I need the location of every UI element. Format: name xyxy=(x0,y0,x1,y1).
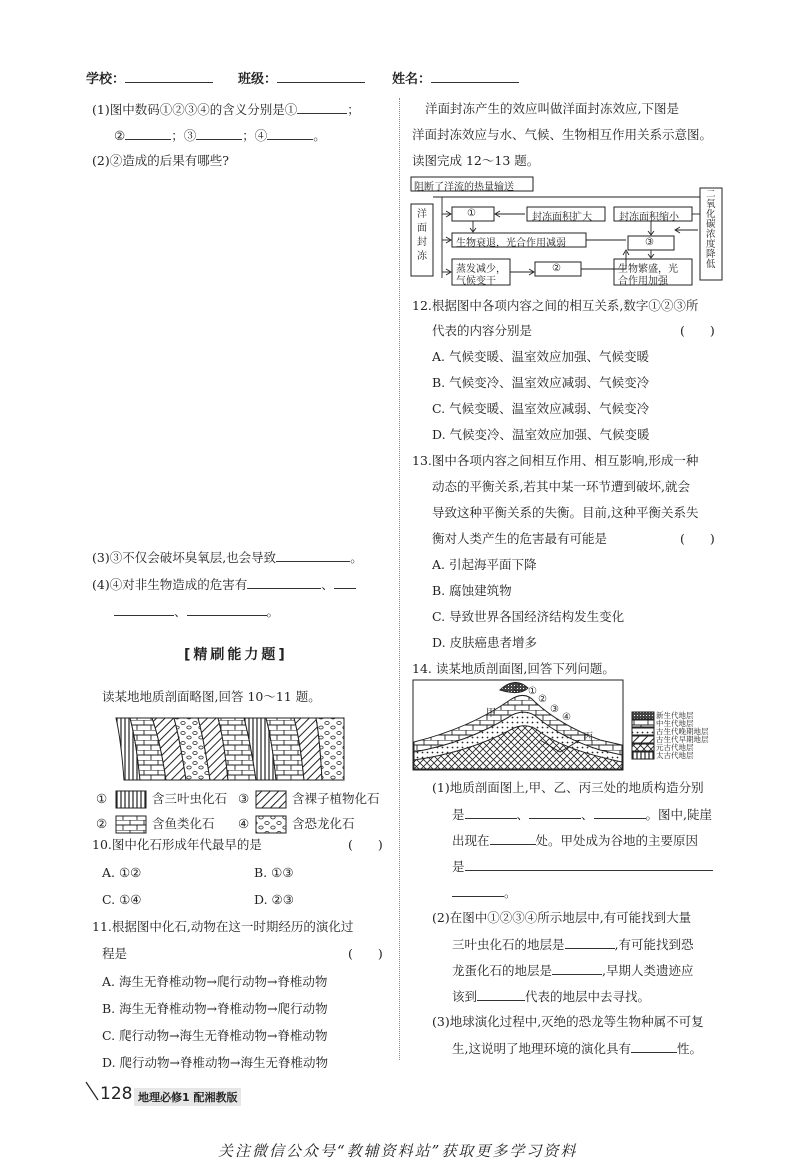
name-label: 姓名： xyxy=(392,68,519,87)
q14-p2-line3: 龙蛋化石的地层是 ,早期人类遗迹应 xyxy=(452,963,694,978)
q4-line2: 、 。 xyxy=(114,602,279,621)
q13-option-d[interactable]: D. 皮肤癌患者增多 xyxy=(432,635,538,650)
q14-p1-line4: 是 xyxy=(452,857,713,876)
legend-num-4: ④ xyxy=(238,816,250,831)
legend-num-3: ③ xyxy=(238,791,250,806)
q11-paren[interactable]: ( ) xyxy=(348,946,383,961)
q14-p3-line2: 生,这说明了地理环境的演化具有 性。 xyxy=(452,1041,702,1056)
q2-text: (2)②造成的后果有哪些? xyxy=(92,153,229,168)
q10-option-a[interactable]: A. ①② xyxy=(102,865,142,880)
q11-option-d[interactable]: D. 爬行动物→脊椎动物→海生无脊椎动物 xyxy=(102,1055,328,1070)
geo-label-yi: 乙 xyxy=(513,683,523,694)
legend-label-2: 含鱼类化石 xyxy=(152,816,215,831)
q12-option-a[interactable]: A. 气候变暖、温室效应加强、气候变暖 xyxy=(432,349,649,364)
q13-option-c[interactable]: C. 导致世界各国经济结构发生变化 xyxy=(432,609,625,624)
intro-line3: 读图完成 12～13 题。 xyxy=(412,153,540,168)
q11-stem-line2: 程是 xyxy=(102,946,128,961)
book-title: 地理必修1 配湘教版 xyxy=(134,1088,241,1106)
flow-box-1: ① xyxy=(467,208,476,219)
intro-line2: 洋面封冻效应与水、气候、生物相互作用关系示意图。 xyxy=(412,127,713,142)
q12-option-c[interactable]: C. 气候变暖、温室效应减弱、气候变冷 xyxy=(432,401,650,416)
flow-box-thrive-1: 生物繁盛，光 xyxy=(618,264,678,275)
legend-swatch-1 xyxy=(116,791,146,808)
flow-box-expand: 封冻面积扩大 xyxy=(532,212,592,223)
geo-legend xyxy=(632,712,654,759)
flow-box-decline: 生物衰退，光合作用减弱 xyxy=(456,238,566,249)
q11-stem-line1: 11.根据图中化石,动物在这一时期经历的演化过 xyxy=(92,919,354,934)
q13-stem-line1: 13.图中各项内容之间相互作用、相互影响,形成一种 xyxy=(412,453,699,468)
q13-stem-line3: 导致这种平衡关系的失衡。目前,这种平衡关系失 xyxy=(432,505,699,520)
q14-stem: 14. 读某地质剖面图,回答下列问题。 xyxy=(412,661,615,676)
q13-stem-line4: 衡对人类产生的危害最有可能是 xyxy=(432,531,608,546)
flow-box-evap-2: 气候变干 xyxy=(456,276,496,287)
flow-box-evap-1: 蒸发减少， xyxy=(456,264,506,275)
geo-legend-labels: 新生代地层 中生代地层 古生代晚期地层 古生代早期地层 元古代地层 太古代地层 xyxy=(656,711,709,760)
q12-option-d[interactable]: D. 气候变冷、温室效应加强、气候变暖 xyxy=(432,427,650,442)
flow-top-label: 阻断了洋流的热量输送 xyxy=(414,182,514,193)
class-label: 班级： xyxy=(238,68,365,87)
q14-p1-line1: (1)地质剖面图上,甲、乙、丙三处的地质构造分别 xyxy=(432,780,704,795)
q3-text: (3)③不仅会破坏臭氧层,也会导致 。 xyxy=(92,550,363,565)
flow-left-label: 洋面封冻 xyxy=(417,209,427,262)
legend-swatch-4 xyxy=(256,816,286,833)
flow-box-3: ③ xyxy=(645,237,654,248)
q10-option-b[interactable]: B. ①③ xyxy=(254,865,294,880)
footer-watermark: 关注微信公众号“教辅资料站”获取更多学习资料 xyxy=(218,1142,578,1160)
q1-line2: ② ；③ ；④ 。 xyxy=(114,128,326,143)
strata-section xyxy=(116,718,344,780)
legend-swatch-3 xyxy=(256,791,286,808)
q14-p1-line2: 是 、 、 。图中,陡崖 xyxy=(452,807,713,822)
legend-num-2: ② xyxy=(96,816,108,831)
legend-label-1: 含三叶虫化石 xyxy=(152,791,228,806)
geo-label-1: ① xyxy=(528,686,537,697)
section-title: [精刷能力题] xyxy=(184,647,288,663)
q14-p2-line1: (2)在图中①②③④所示地层中,有可能找到大量 xyxy=(432,910,692,925)
school-label: 学校： xyxy=(86,68,213,87)
q14-p1-line5: 。 xyxy=(452,883,517,902)
q10-stem: 10.图中化石形成年代最早的是 xyxy=(92,837,262,852)
geo-label-bing: 丙 xyxy=(583,732,593,743)
q11-option-b[interactable]: B. 海生无脊椎动物→脊椎动物→爬行动物 xyxy=(102,1001,328,1016)
legend-num-1: ① xyxy=(96,791,108,806)
flow-box-thrive-2: 合作用加强 xyxy=(618,276,668,287)
flow-box-shrink: 封冻面积缩小 xyxy=(619,212,679,223)
q14-p2-line4: 该到 代表的地层中去寻找。 xyxy=(452,989,651,1004)
q10-paren[interactable]: ( ) xyxy=(348,837,383,852)
q13-paren[interactable]: ( ) xyxy=(680,531,715,546)
flow-right-label: 二氧化碳浓度降低 xyxy=(706,189,716,270)
q1-line1: (1)图中数码①②③④的含义分别是① ； xyxy=(92,102,360,117)
q14-p3-line1: (3)地球演化过程中,灭绝的恐龙等生物种属不可复 xyxy=(432,1014,704,1029)
legend-label-4: 含恐龙化石 xyxy=(292,816,355,831)
q13-option-b[interactable]: B. 腐蚀建筑物 xyxy=(432,583,512,598)
geo-label-jia: 甲 xyxy=(486,708,496,719)
legend-label-3: 含裸子植物化石 xyxy=(292,791,380,806)
page-number: 128 xyxy=(100,1084,133,1104)
q13-stem-line2: 动态的平衡关系,若其中某一环节遭到破坏,就会 xyxy=(432,479,690,494)
q12-option-b[interactable]: B. 气候变冷、温室效应减弱、气候变冷 xyxy=(432,375,650,390)
q10-option-c[interactable]: C. ①④ xyxy=(102,892,142,907)
q13-option-a[interactable]: A. 引起海平面下降 xyxy=(432,557,537,572)
q11-option-c[interactable]: C. 爬行动物→海生无脊椎动物→脊椎动物 xyxy=(102,1028,328,1043)
legend-swatch-2 xyxy=(116,816,146,833)
q10-intro: 读某地地质剖面略图,回答 10～11 题。 xyxy=(102,689,321,704)
geo-label-2: ② xyxy=(538,694,547,705)
q14-p2-line2: 三叶虫化石的地层是 ,有可能找到恐 xyxy=(452,937,694,952)
geo-label-3: ③ xyxy=(550,704,559,715)
q12-stem-line2: 代表的内容分别是 xyxy=(432,323,533,338)
intro-line1: 洋面封冻产生的效应叫做洋面封冻效应,下图是 xyxy=(425,101,679,116)
q12-paren[interactable]: ( ) xyxy=(680,323,715,338)
q10-option-d[interactable]: D. ②③ xyxy=(254,892,294,907)
q11-option-a[interactable]: A. 海生无脊椎动物→爬行动物→脊椎动物 xyxy=(102,974,328,989)
flow-box-2: ② xyxy=(552,263,561,274)
geo-label-4: ④ xyxy=(562,712,571,723)
q12-stem-line1: 12.根据图中各项内容之间的相互关系,数字①②③所 xyxy=(412,298,699,313)
q14-p1-line3: 出现在 处。甲处成为谷地的主要原因 xyxy=(452,833,699,848)
q4-line1: (4)④对非生物造成的危害有 、 xyxy=(92,575,356,594)
